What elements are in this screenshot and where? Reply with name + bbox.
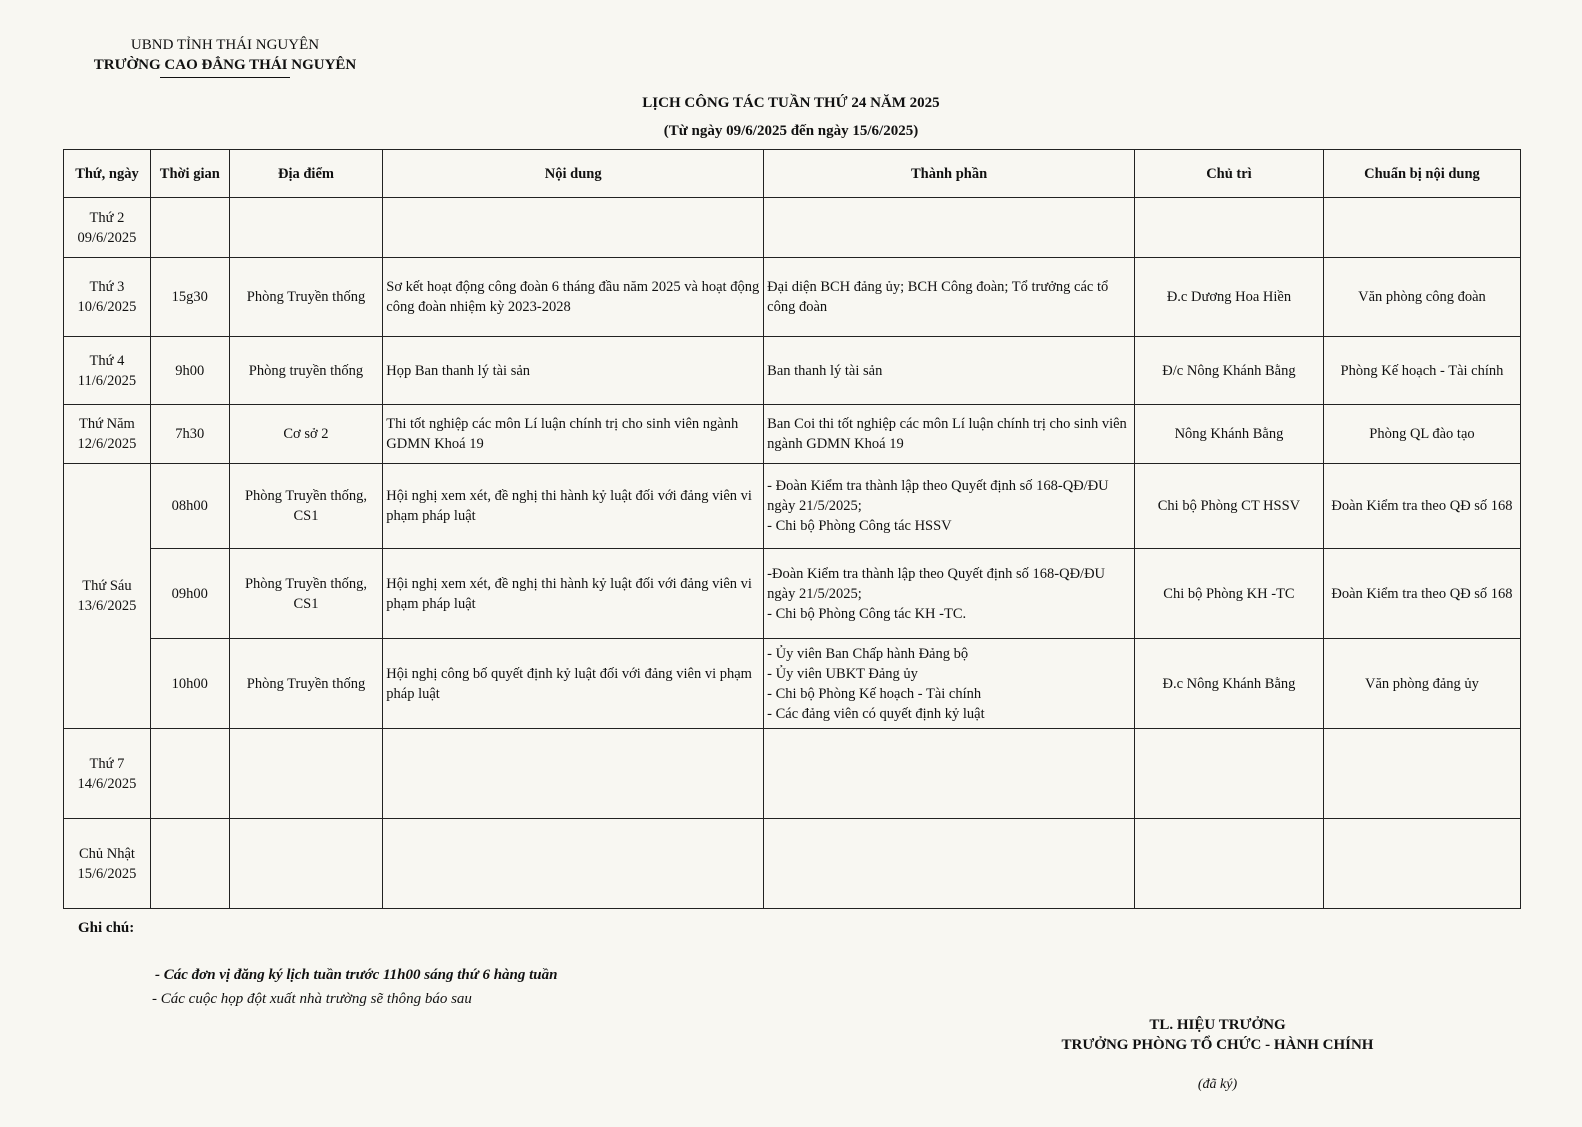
participants-cell xyxy=(764,549,1135,639)
table-row xyxy=(64,464,1521,549)
empty-cell xyxy=(229,729,383,819)
location-cell: Cơ sở 2 xyxy=(229,405,383,464)
day-date: 09/6/2025 xyxy=(77,229,137,246)
notes-label: Ghi chú: xyxy=(78,920,135,936)
organization-header xyxy=(80,36,370,78)
day-date: 10/6/2025 xyxy=(77,299,137,315)
participant-line: - Ủy viên Ban Chấp hành Đảng bộ xyxy=(767,645,969,662)
table-row xyxy=(64,549,1521,639)
empty-cell xyxy=(1134,729,1323,819)
participant-line: - Chi bộ Phòng Công tác KH -TC. xyxy=(767,605,967,622)
empty-cell xyxy=(383,729,764,819)
chair-cell: Đ.c Nông Khánh Bằng xyxy=(1134,639,1323,729)
header-prep: Chuẩn bị nội dung xyxy=(1323,150,1520,198)
day-name: Thứ Năm xyxy=(79,416,135,432)
empty-cell xyxy=(229,819,383,909)
schedule-table xyxy=(63,149,1521,909)
participant-line: Ban Coi thi tốt nghiệp các môn Lí luận chính trị cho sinh viên ngành GDMN Khoá 19 xyxy=(767,416,1127,452)
location-cell: Phòng Truyền thống, CS1 xyxy=(229,464,383,549)
participants-cell xyxy=(764,405,1135,464)
content-cell: Hội nghị xem xét, đề nghị thi hành kỷ luật đối với đảng viên vi phạm pháp luật xyxy=(383,549,764,639)
day-date: 15/6/2025 xyxy=(77,865,137,882)
participants-cell xyxy=(764,639,1135,729)
empty-cell xyxy=(1323,729,1520,819)
org-name: TRƯỜNG CAO ĐẲNG THÁI NGUYÊN xyxy=(93,57,357,73)
table-row xyxy=(64,337,1521,405)
empty-cell xyxy=(1323,819,1520,909)
content-cell: Hội nghị công bố quyết định kỷ luật đối với đảng viên vi phạm pháp luật xyxy=(383,639,764,729)
empty-cell xyxy=(764,819,1135,909)
day-cell xyxy=(64,337,151,405)
chair-cell: Chi bộ Phòng CT HSSV xyxy=(1134,464,1323,549)
day-name: Chủ Nhật xyxy=(78,845,135,862)
signature-note: (đã ký) xyxy=(1197,1077,1238,1092)
header-day: Thứ, ngày xyxy=(64,150,151,198)
prep-cell: Văn phòng đảng ủy xyxy=(1323,639,1520,729)
location-cell: Phòng Truyền thống, CS1 xyxy=(229,549,383,639)
participant-line: - Ủy viên UBKT Đảng ủy xyxy=(767,665,918,682)
day-cell xyxy=(64,198,151,258)
time-cell: 9h00 xyxy=(150,337,229,405)
day-cell xyxy=(64,729,151,819)
participant-line: Ban thanh lý tài sản xyxy=(767,362,883,379)
content-cell: Sơ kết hoạt động công đoàn 6 tháng đầu năm 2025 và hoạt động công đoàn nhiệm kỳ 2023-2028 xyxy=(383,258,764,337)
content-cell: Họp Ban thanh lý tài sản xyxy=(383,337,764,405)
participant-line: -Đoàn Kiểm tra thành lập theo Quyết định số 168-QĐ/ĐU ngày 21/5/2025; xyxy=(767,565,1106,602)
day-name: Thứ 2 xyxy=(89,209,125,226)
day-date: 14/6/2025 xyxy=(77,775,137,792)
participant-line: - Chi bộ Phòng Kế hoạch - Tài chính xyxy=(767,685,982,702)
empty-cell xyxy=(150,819,229,909)
participants-cell xyxy=(764,464,1135,549)
time-cell: 7h30 xyxy=(150,405,229,464)
day-cell xyxy=(64,405,151,464)
table-row xyxy=(64,258,1521,337)
table-header-row xyxy=(64,150,1521,198)
header-content: Nội dung xyxy=(383,150,764,198)
time-cell: 15g30 xyxy=(150,258,229,337)
signature-position: TRƯỞNG PHÒNG TỔ CHỨC - HÀNH CHÍNH xyxy=(1061,1037,1374,1053)
table-row xyxy=(64,198,1521,258)
day-cell xyxy=(64,819,151,909)
notes-label-wrap xyxy=(78,920,134,937)
note-line-2: - Các cuộc họp đột xuất nhà trường sẽ thông báo sau xyxy=(152,991,472,1007)
header-time: Thời gian xyxy=(150,150,229,198)
empty-cell xyxy=(150,198,229,258)
header-chair: Chủ trì xyxy=(1134,150,1323,198)
empty-cell xyxy=(764,198,1135,258)
day-name: Thứ 7 xyxy=(89,755,125,772)
empty-cell xyxy=(383,819,764,909)
header-participants: Thành phần xyxy=(764,150,1135,198)
participants-cell xyxy=(764,337,1135,405)
note-line-1: - Các đơn vị đăng ký lịch tuần trước 11h00 sáng thứ 6 hàng tuần xyxy=(155,967,558,983)
header-location: Địa điểm xyxy=(229,150,383,198)
location-cell: Phòng Truyền thống xyxy=(229,639,383,729)
participant-line: - Đoàn Kiểm tra thành lập theo Quyết định số 168-QĐ/ĐU ngày 21/5/2025; xyxy=(767,478,1109,514)
empty-cell xyxy=(1134,819,1323,909)
chair-cell: Nông Khánh Bằng xyxy=(1134,405,1323,464)
table-row xyxy=(64,405,1521,464)
participant-line: - Chi bộ Phòng Công tác HSSV xyxy=(767,518,952,534)
location-cell: Phòng Truyền thống xyxy=(229,258,383,337)
day-name: Thứ Sáu xyxy=(82,578,132,594)
day-cell xyxy=(64,258,151,337)
signature-title: TL. HIỆU TRƯỞNG xyxy=(1149,1017,1286,1033)
time-cell: 09h00 xyxy=(150,549,229,639)
day-name: Thứ 4 xyxy=(89,352,125,369)
empty-cell xyxy=(383,198,764,258)
chair-cell: Đ.c Dương Hoa Hiền xyxy=(1134,258,1323,337)
document-title: LỊCH CÔNG TÁC TUẦN THỨ 24 NĂM 2025 xyxy=(642,95,940,111)
empty-cell xyxy=(764,729,1135,819)
prep-cell: Đoàn Kiểm tra theo QĐ số 168 xyxy=(1323,549,1520,639)
empty-cell xyxy=(1323,198,1520,258)
empty-cell xyxy=(150,729,229,819)
table-row xyxy=(64,639,1521,729)
participant-line: Đại diện BCH đảng ủy; BCH Công đoàn; Tổ trưởng các tổ công đoàn xyxy=(767,279,1109,315)
time-cell: 10h00 xyxy=(150,639,229,729)
prep-cell: Văn phòng công đoàn xyxy=(1323,258,1520,337)
prep-cell: Đoàn Kiểm tra theo QĐ số 168 xyxy=(1323,464,1520,549)
chair-cell: Chi bộ Phòng KH -TC xyxy=(1134,549,1323,639)
org-parent: UBND TỈNH THÁI NGUYÊN xyxy=(130,37,320,53)
day-cell xyxy=(64,464,151,729)
participants-cell xyxy=(764,258,1135,337)
day-name: Thứ 3 xyxy=(89,279,125,295)
table-row xyxy=(64,819,1521,909)
time-cell: 08h00 xyxy=(150,464,229,549)
prep-cell: Phòng QL đào tạo xyxy=(1323,405,1520,464)
empty-cell xyxy=(1134,198,1323,258)
location-cell: Phòng truyền thống xyxy=(229,337,383,405)
empty-cell xyxy=(229,198,383,258)
org-underline xyxy=(160,77,290,78)
prep-cell: Phòng Kế hoạch - Tài chính xyxy=(1323,337,1520,405)
day-date: 12/6/2025 xyxy=(77,436,137,452)
participant-line: - Các đảng viên có quyết định kỷ luật xyxy=(767,705,985,722)
content-cell: Thi tốt nghiệp các môn Lí luận chính trị cho sinh viên ngành GDMN Khoá 19 xyxy=(383,405,764,464)
document-subtitle: (Từ ngày 09/6/2025 đến ngày 15/6/2025) xyxy=(663,123,919,139)
content-cell: Hội nghị xem xét, đề nghị thi hành kỷ luật đối với đảng viên vi phạm pháp luật xyxy=(383,464,764,549)
chair-cell: Đ/c Nông Khánh Bằng xyxy=(1134,337,1323,405)
day-date: 13/6/2025 xyxy=(77,598,137,614)
day-date: 11/6/2025 xyxy=(77,372,137,389)
title-block xyxy=(0,93,1582,141)
table-row xyxy=(64,729,1521,819)
signature-block xyxy=(1040,1015,1395,1093)
